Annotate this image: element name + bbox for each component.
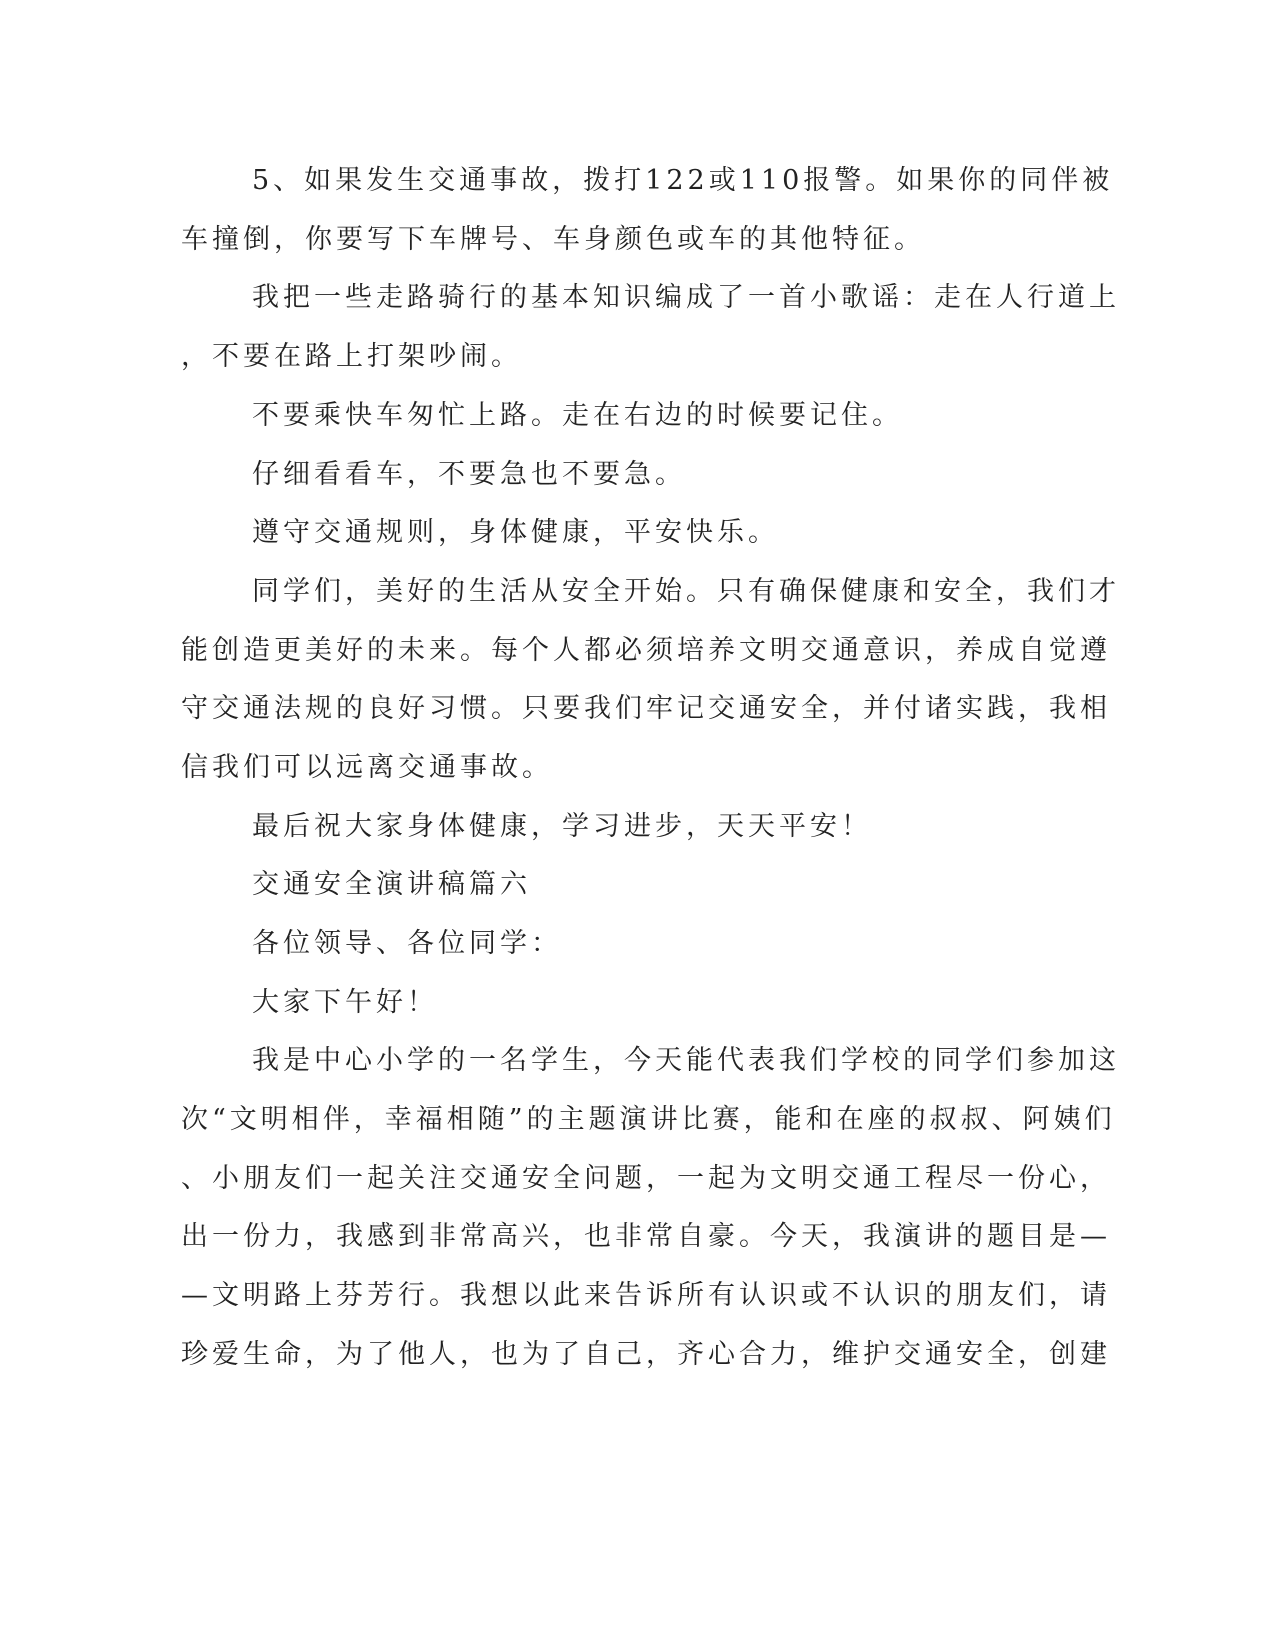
text-line: 守交通法规的良好习惯。只要我们牢记交通安全，并付诸实践，我相 [181,693,1111,724]
text-line: 我是中心小学的一名学生，今天能代表我们学校的同学们参加这 [252,1045,1120,1076]
text-line: 遵守交通规则，身体健康，平安快乐。 [252,517,779,548]
text-line: 车撞倒，你要写下车牌号、车身颜色或车的其他特征。 [181,224,925,255]
text-line: 次“文明相伴，幸福相随”的主题演讲比赛，能和在座的叔叔、阿姨们 [181,1104,1116,1135]
text-line: 最后祝大家身体健康，学习进步，天天平安！ [252,811,872,842]
text-line: 仔细看看车，不要急也不要急。 [252,459,686,490]
text-line: ，不要在路上打架吵闹。 [181,341,522,372]
text-line: 出一份力，我感到非常高兴，也非常自豪。今天，我演讲的题目是— [181,1221,1111,1252]
text-line: 珍爱生命，为了他人，也为了自己，齐心合力，维护交通安全，创建 [181,1339,1111,1370]
text-line: 不要乘快车匆忙上路。走在右边的时候要记住。 [252,400,903,431]
section-heading: 交通安全演讲稿篇六 [252,869,531,900]
text-line: 大家下午好！ [252,987,438,1018]
text-line: 同学们，美好的生活从安全开始。只有确保健康和安全，我们才 [252,576,1120,607]
text-line: 我把一些走路骑行的基本知识编成了一首小歌谣：走在人行道上 [252,282,1120,313]
text-line: —文明路上芬芳行。我想以此来告诉所有认识或不认识的朋友们，请 [181,1280,1111,1311]
text-line: 各位领导、各位同学： [252,928,562,959]
text-line: 能创造更美好的未来。每个人都必须培养文明交通意识，养成自觉遵 [181,635,1111,666]
text-line: 、小朋友们一起关注交通安全问题，一起为文明交通工程尽一份心， [181,1163,1111,1194]
text-line: 5、如果发生交通事故，拨打122或110报警。如果你的同伴被 [252,165,1114,196]
text-line: 信我们可以远离交通事故。 [181,752,553,783]
